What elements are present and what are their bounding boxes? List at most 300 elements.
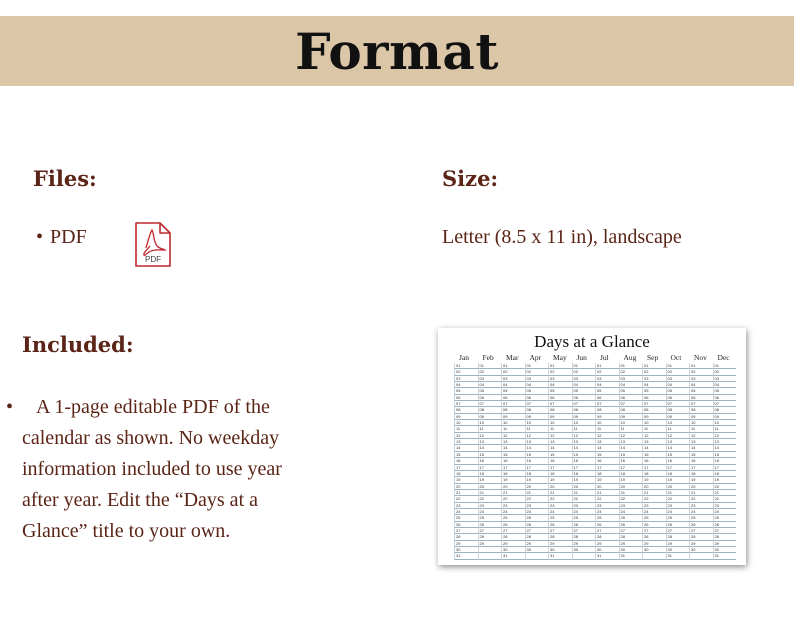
day-cell: 12 — [689, 433, 713, 439]
day-cell: 12 — [642, 433, 666, 439]
day-cell: 06 — [501, 395, 525, 401]
day-cell: 19 — [666, 477, 690, 483]
day-cell: 29 — [501, 541, 525, 547]
included-description — [6, 392, 367, 547]
day-cell: 26 — [525, 522, 549, 528]
files-item — [36, 222, 87, 253]
day-cell: 02 — [642, 369, 666, 375]
day-cell: 25 — [478, 515, 502, 521]
day-cell: 19 — [642, 477, 666, 483]
day-cell: 22 — [548, 496, 572, 502]
day-cell: 10 — [666, 420, 690, 426]
day-cell: 18 — [501, 471, 525, 477]
day-cell: 28 — [619, 534, 643, 540]
day-cell: 15 — [454, 452, 478, 458]
day-cell: 19 — [525, 477, 549, 483]
day-cell: 20 — [454, 484, 478, 490]
day-cell: 02 — [572, 369, 596, 375]
day-cell: 08 — [525, 407, 549, 413]
day-cell: 15 — [478, 452, 502, 458]
day-cell: 09 — [525, 414, 549, 420]
day-cell: 11 — [595, 426, 619, 432]
day-cell: 24 — [501, 509, 525, 515]
day-cell: 16 — [572, 458, 596, 464]
day-cell: 16 — [689, 458, 713, 464]
day-cell: 08 — [713, 407, 737, 413]
day-cell: 18 — [478, 471, 502, 477]
day-cell: 12 — [454, 433, 478, 439]
day-cell: 22 — [595, 496, 619, 502]
day-cell: 23 — [525, 503, 549, 509]
day-cell: 10 — [525, 420, 549, 426]
day-cell: 09 — [713, 414, 737, 420]
day-cell: 25 — [525, 515, 549, 521]
day-cell: 09 — [501, 414, 525, 420]
day-cell: 19 — [595, 477, 619, 483]
day-cell: 19 — [478, 477, 502, 483]
day-cell: 04 — [689, 382, 713, 388]
day-cell: 23 — [454, 503, 478, 509]
day-cell: 08 — [478, 407, 502, 413]
day-cell: 10 — [713, 420, 737, 426]
day-cell: 04 — [454, 382, 478, 388]
day-cell: 16 — [642, 458, 666, 464]
day-cell: 18 — [454, 471, 478, 477]
day-cell: 06 — [454, 395, 478, 401]
day-cell: 25 — [689, 515, 713, 521]
day-cell: 22 — [642, 496, 666, 502]
day-cell: 25 — [595, 515, 619, 521]
day-cell: 01 — [713, 363, 737, 369]
day-cell: 26 — [478, 522, 502, 528]
day-cell: 07 — [642, 401, 666, 407]
day-cell: 02 — [548, 369, 572, 375]
day-cell: 03 — [572, 376, 596, 382]
day-cell: 16 — [548, 458, 572, 464]
day-cell: 22 — [713, 496, 737, 502]
day-cell: 18 — [595, 471, 619, 477]
included-line: calendar as shown. No weekday — [22, 427, 280, 449]
day-cell: 22 — [478, 496, 502, 502]
day-cell: 01 — [501, 363, 525, 369]
month-label: Feb — [482, 353, 494, 362]
day-cell: 02 — [501, 369, 525, 375]
day-cell: 21 — [548, 490, 572, 496]
day-cell: 18 — [525, 471, 549, 477]
day-cell: 23 — [501, 503, 525, 509]
day-cell — [478, 553, 502, 559]
day-cell: 21 — [666, 490, 690, 496]
day-cell: 09 — [478, 414, 502, 420]
day-cell: 18 — [642, 471, 666, 477]
day-cell: 31 — [713, 553, 737, 559]
day-cell: 21 — [619, 490, 643, 496]
files-item-label: PDF — [50, 226, 87, 248]
day-cell: 29 — [525, 541, 549, 547]
day-cell: 27 — [713, 528, 737, 534]
day-cell: 20 — [595, 484, 619, 490]
day-cell: 12 — [666, 433, 690, 439]
day-cell: 26 — [572, 522, 596, 528]
day-cell: 28 — [689, 534, 713, 540]
day-cell: 24 — [713, 509, 737, 515]
day-cell: 06 — [689, 395, 713, 401]
day-cell: 03 — [689, 376, 713, 382]
day-cell: 02 — [525, 369, 549, 375]
day-cell: 17 — [572, 465, 596, 471]
day-cell: 19 — [548, 477, 572, 483]
day-cell: 03 — [454, 376, 478, 382]
day-cell: 23 — [666, 503, 690, 509]
day-cell: 05 — [572, 388, 596, 394]
day-cell: 18 — [689, 471, 713, 477]
day-cell: 30 — [642, 547, 666, 553]
day-cell: 13 — [525, 439, 549, 445]
day-cell: 14 — [666, 445, 690, 451]
day-cell: 08 — [642, 407, 666, 413]
day-cell: 07 — [525, 401, 549, 407]
month-label: Mar — [506, 353, 519, 362]
day-cell: 09 — [689, 414, 713, 420]
day-cell: 30 — [548, 547, 572, 553]
page-title: Format — [295, 21, 499, 81]
day-cell: 17 — [595, 465, 619, 471]
day-cell: 21 — [501, 490, 525, 496]
month-header — [456, 353, 738, 362]
day-cell: 14 — [454, 445, 478, 451]
day-cell: 11 — [572, 426, 596, 432]
day-cell: 13 — [501, 439, 525, 445]
day-cell: 29 — [666, 541, 690, 547]
day-cell: 09 — [619, 414, 643, 420]
day-cell: 21 — [572, 490, 596, 496]
day-cell: 04 — [713, 382, 737, 388]
day-cell: 05 — [454, 388, 478, 394]
day-cell: 13 — [478, 439, 502, 445]
day-cell: 23 — [642, 503, 666, 509]
month-label: Aug — [623, 353, 637, 362]
day-cell: 30 — [619, 547, 643, 553]
day-cell: 07 — [572, 401, 596, 407]
day-cell: 26 — [501, 522, 525, 528]
day-cell: 14 — [689, 445, 713, 451]
day-cell: 29 — [595, 541, 619, 547]
day-cell: 11 — [642, 426, 666, 432]
included-line: after year. Edit the “Days at a — [22, 489, 258, 511]
day-cell: 15 — [666, 452, 690, 458]
day-cell: 10 — [689, 420, 713, 426]
day-cell: 05 — [713, 388, 737, 394]
day-cell: 04 — [525, 382, 549, 388]
day-cell: 08 — [572, 407, 596, 413]
day-cell: 09 — [548, 414, 572, 420]
day-cell: 12 — [548, 433, 572, 439]
day-cell: 18 — [666, 471, 690, 477]
day-cell: 28 — [666, 534, 690, 540]
day-cell: 14 — [525, 445, 549, 451]
day-cell: 22 — [572, 496, 596, 502]
day-cell: 31 — [454, 553, 478, 559]
day-cell: 09 — [666, 414, 690, 420]
day-cell: 17 — [454, 465, 478, 471]
bullet: • — [36, 226, 44, 248]
day-cell: 26 — [642, 522, 666, 528]
day-cell: 24 — [595, 509, 619, 515]
day-cell: 29 — [642, 541, 666, 547]
day-cell: 27 — [666, 528, 690, 534]
day-cell: 03 — [525, 376, 549, 382]
day-cell: 22 — [689, 496, 713, 502]
day-cell: 11 — [548, 426, 572, 432]
day-cell: 29 — [572, 541, 596, 547]
day-cell: 25 — [454, 515, 478, 521]
day-cell: 17 — [642, 465, 666, 471]
day-cell: 16 — [595, 458, 619, 464]
day-cell: 27 — [501, 528, 525, 534]
day-cell: 20 — [713, 484, 737, 490]
month-label: Jun — [576, 353, 587, 362]
day-cell: 11 — [689, 426, 713, 432]
day-cell: 24 — [478, 509, 502, 515]
day-cell: 10 — [572, 420, 596, 426]
day-cell: 01 — [689, 363, 713, 369]
day-cell: 10 — [548, 420, 572, 426]
day-cell: 01 — [478, 363, 502, 369]
day-cell: 20 — [689, 484, 713, 490]
day-cell: 18 — [713, 471, 737, 477]
month-label: Sep — [647, 353, 659, 362]
day-cell: 10 — [478, 420, 502, 426]
day-cell: 28 — [642, 534, 666, 540]
day-cell: 22 — [619, 496, 643, 502]
day-cell: 25 — [642, 515, 666, 521]
day-cell: 30 — [525, 547, 549, 553]
day-cell: 03 — [666, 376, 690, 382]
day-cell: 20 — [666, 484, 690, 490]
day-cell: 25 — [572, 515, 596, 521]
day-cell: 20 — [548, 484, 572, 490]
day-cell: 28 — [525, 534, 549, 540]
day-cell: 20 — [525, 484, 549, 490]
month-label: Jul — [600, 353, 609, 362]
day-cell: 04 — [478, 382, 502, 388]
day-cell: 24 — [525, 509, 549, 515]
day-cell: 07 — [548, 401, 572, 407]
day-cell: 19 — [501, 477, 525, 483]
day-cell: 16 — [501, 458, 525, 464]
day-cell: 20 — [501, 484, 525, 490]
day-cell: 11 — [619, 426, 643, 432]
day-cell: 17 — [478, 465, 502, 471]
day-cell: 07 — [689, 401, 713, 407]
day-cell: 17 — [689, 465, 713, 471]
day-cell: 29 — [713, 541, 737, 547]
day-cell: 28 — [501, 534, 525, 540]
title-banner — [0, 16, 794, 86]
day-cell: 14 — [642, 445, 666, 451]
day-cell: 19 — [619, 477, 643, 483]
day-cell: 19 — [689, 477, 713, 483]
day-cell: 23 — [572, 503, 596, 509]
day-cell: 21 — [478, 490, 502, 496]
day-cell: 10 — [501, 420, 525, 426]
day-cell: 06 — [572, 395, 596, 401]
day-cell: 10 — [619, 420, 643, 426]
day-cell: 05 — [666, 388, 690, 394]
day-cell: 12 — [478, 433, 502, 439]
day-cell: 13 — [548, 439, 572, 445]
day-cell: 28 — [713, 534, 737, 540]
day-cell: 05 — [548, 388, 572, 394]
day-cell: 29 — [689, 541, 713, 547]
day-cell: 09 — [572, 414, 596, 420]
day-cell: 25 — [501, 515, 525, 521]
day-cell: 15 — [548, 452, 572, 458]
day-cell: 27 — [619, 528, 643, 534]
day-cell: 26 — [689, 522, 713, 528]
day-cell: 07 — [478, 401, 502, 407]
day-cell: 27 — [454, 528, 478, 534]
day-cell: 17 — [525, 465, 549, 471]
day-cell: 09 — [454, 414, 478, 420]
bullet: • — [6, 396, 14, 418]
day-cell: 14 — [501, 445, 525, 451]
day-cell: 02 — [666, 369, 690, 375]
day-cell: 20 — [478, 484, 502, 490]
day-cell: 10 — [595, 420, 619, 426]
day-cell: 30 — [572, 547, 596, 553]
day-cell: 16 — [454, 458, 478, 464]
day-cell: 24 — [548, 509, 572, 515]
day-cell: 28 — [595, 534, 619, 540]
day-cell: 13 — [689, 439, 713, 445]
calendar-preview — [438, 328, 746, 565]
day-cell: 21 — [454, 490, 478, 496]
day-cell: 05 — [501, 388, 525, 394]
day-cell: 02 — [713, 369, 737, 375]
day-cell: 25 — [548, 515, 572, 521]
day-cell: 24 — [619, 509, 643, 515]
day-cell — [525, 553, 549, 559]
day-cell: 12 — [525, 433, 549, 439]
day-cell: 05 — [642, 388, 666, 394]
day-cell: 26 — [619, 522, 643, 528]
day-cell: 10 — [642, 420, 666, 426]
day-cell: 24 — [572, 509, 596, 515]
day-cell: 06 — [548, 395, 572, 401]
day-cell: 21 — [642, 490, 666, 496]
day-cell: 14 — [595, 445, 619, 451]
day-cell: 12 — [572, 433, 596, 439]
day-cell: 11 — [525, 426, 549, 432]
month-label: May — [553, 353, 567, 362]
day-cell: 04 — [595, 382, 619, 388]
day-cell: 24 — [666, 509, 690, 515]
day-cell: 25 — [713, 515, 737, 521]
day-cell: 15 — [501, 452, 525, 458]
day-cell: 13 — [713, 439, 737, 445]
day-cell: 07 — [713, 401, 737, 407]
day-cell: 02 — [454, 369, 478, 375]
day-cell: 02 — [619, 369, 643, 375]
day-cell: 11 — [666, 426, 690, 432]
day-cell: 15 — [525, 452, 549, 458]
day-cell: 25 — [619, 515, 643, 521]
day-cell: 06 — [525, 395, 549, 401]
day-cell: 04 — [619, 382, 643, 388]
day-cell: 03 — [713, 376, 737, 382]
day-cell: 08 — [595, 407, 619, 413]
day-cell: 23 — [548, 503, 572, 509]
day-cell: 30 — [501, 547, 525, 553]
day-cell: 08 — [666, 407, 690, 413]
day-cell: 01 — [666, 363, 690, 369]
day-cell: 27 — [478, 528, 502, 534]
day-cell: 27 — [689, 528, 713, 534]
day-cell: 01 — [619, 363, 643, 369]
day-cell: 20 — [619, 484, 643, 490]
day-cell: 31 — [595, 553, 619, 559]
day-cell: 01 — [572, 363, 596, 369]
day-cell: 05 — [595, 388, 619, 394]
day-cell: 22 — [454, 496, 478, 502]
day-cell: 31 — [548, 553, 572, 559]
day-cell: 29 — [454, 541, 478, 547]
included-line: Glance” title to your own. — [22, 520, 231, 542]
day-cell: 30 — [689, 547, 713, 553]
month-label: Oct — [670, 353, 682, 362]
day-cell: 30 — [713, 547, 737, 553]
day-cell: 26 — [595, 522, 619, 528]
day-cell: 23 — [595, 503, 619, 509]
day-cell: 15 — [595, 452, 619, 458]
day-cell: 25 — [666, 515, 690, 521]
day-cell: 22 — [525, 496, 549, 502]
day-cell: 07 — [501, 401, 525, 407]
day-cell: 14 — [619, 445, 643, 451]
day-cell: 31 — [666, 553, 690, 559]
day-cell: 16 — [666, 458, 690, 464]
day-cell: 13 — [454, 439, 478, 445]
day-cell: 17 — [548, 465, 572, 471]
day-cell: 31 — [619, 553, 643, 559]
day-cell: 05 — [525, 388, 549, 394]
day-cell: 15 — [572, 452, 596, 458]
day-cell: 18 — [619, 471, 643, 477]
day-cell: 08 — [501, 407, 525, 413]
day-cell — [572, 553, 596, 559]
day-cell: 29 — [619, 541, 643, 547]
day-cell: 21 — [525, 490, 549, 496]
day-cell: 01 — [595, 363, 619, 369]
day-cell: 26 — [713, 522, 737, 528]
day-cell: 06 — [619, 395, 643, 401]
day-cell: 27 — [548, 528, 572, 534]
day-cell: 26 — [666, 522, 690, 528]
size-text: Letter (8.5 x 11 in), landscape — [442, 226, 682, 248]
day-cell: 17 — [666, 465, 690, 471]
day-cell: 30 — [595, 547, 619, 553]
preview-title: Days at a Glance — [534, 332, 650, 351]
day-cell: 02 — [595, 369, 619, 375]
day-cell: 01 — [642, 363, 666, 369]
day-cell: 03 — [595, 376, 619, 382]
pdf-file-icon — [133, 221, 173, 273]
day-cell: 13 — [619, 439, 643, 445]
day-cell: 16 — [713, 458, 737, 464]
day-cell: 07 — [619, 401, 643, 407]
day-cell: 26 — [454, 522, 478, 528]
